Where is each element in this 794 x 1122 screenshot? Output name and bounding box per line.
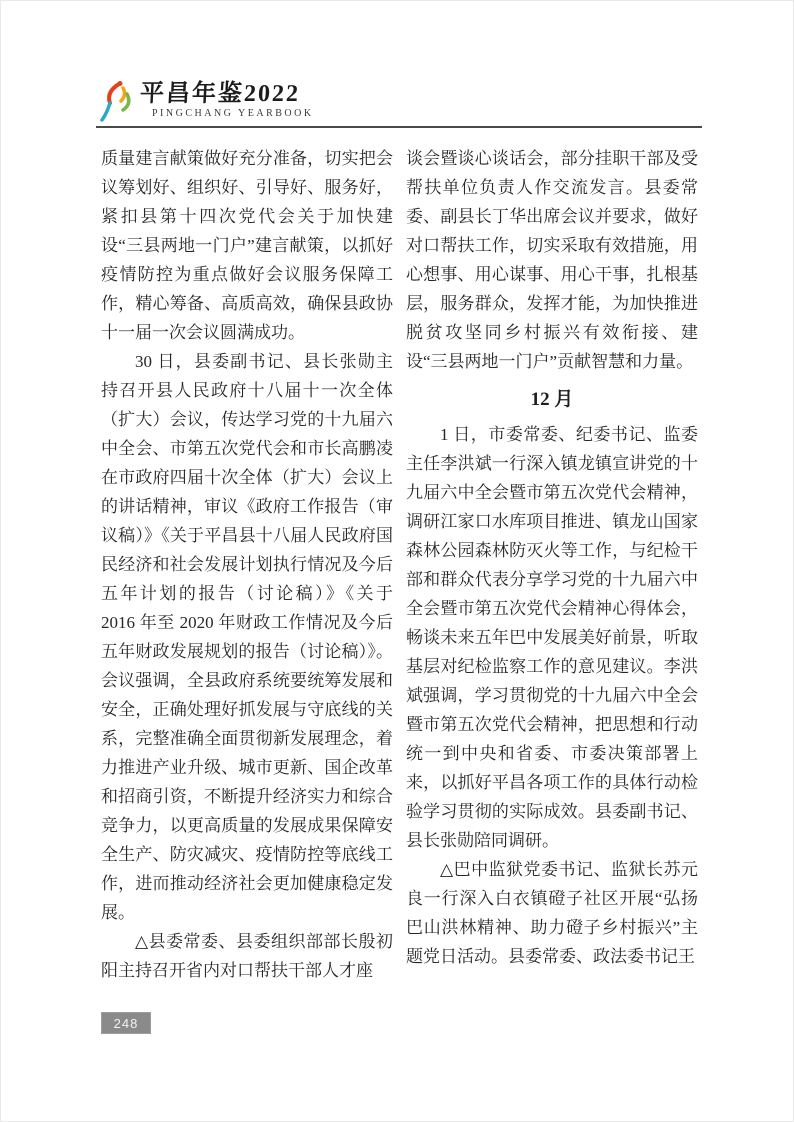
right-column	[406, 144, 698, 985]
yearbook-logo	[96, 81, 702, 123]
paragraph-continuation: 谈会暨谈心谈话会，部分挂职干部及受帮扶单位负责人作交流发言。县委常委、副县长丁华出席会议并要求，做好对口帮扶工作，切实采取有效措施，用心想事、用心谋事、用心干事，扎根基层，服务群众，发挥才能，为加快推进脱贫攻坚同乡村振兴有效衔接、建设“三县两地一门户”贡献智慧和力量。	[406, 149, 698, 371]
logo-subtitle: PINGCHANG YEARBOOK	[152, 108, 314, 119]
logo-title: 平昌年鉴2022	[139, 81, 301, 107]
left-column	[101, 144, 393, 985]
section-heading-december: 12 月	[530, 389, 574, 410]
page-number-badge: 248	[101, 1012, 151, 1034]
paragraph: 1 日，市委常委、纪委书记、监委主任李洪斌一行深入镇龙镇宣讲党的十九届六中全会暨市第五次党代会精神，调研江家口水库项目推进、镇龙山国家森林公园森林防灭火等工作，与纪检干部和群众代表分享学习党的十九届六中全会暨市第五次党代会精神心得体会，畅谈未来五年巴中发展美好前景，听取基层对纪检监察工作的意见建议。李洪斌强调，学习贯彻党的十九届六中全会暨市第五次党代会精神，把思想和行动统一到中央和省委、市委决策部署上来，以抓好平昌各项工作的具体行动检验学习贯彻的实际成效。县委副书记、县长张勋陪同调研。	[406, 425, 698, 850]
paragraph: 30 日，县委副书记、县长张勋主持召开县人民政府十八届十一次全体（扩大）会议，传达学习党的十九届六中全会、市第五次党代会和市长高鹏凌在市政府四届十次全体（扩大）会议上的讲话精神，审议《政府工作报告（审议稿）》《关于平昌县十八届人民政府国民经济和社会发展计划执行情况及今后五年计划的报告（讨论稿）》《关于 2016 年至 2020 年财政工作情况及今后五年财政发展规划的报告（讨论稿）》。会议强调，全县政府系统要统筹发展和安全，正确处理好抓发展与守底线的关系，完整准确全面贯彻新发展理念，着力推进产业升级、城市更新、国企改革和招商引资，不断提升经济实力和综合竞争力，以更高质量的发展成果保障安全生产、防灾减灾、疫情防控等底线工作，进而推动经济社会更加健康稳定发展。	[101, 352, 393, 922]
paragraph-continuation: 质量建言献策做好充分准备，切实把会议筹划好、组织好、引导好、服务好，紧扣县第十四次党代会关于加快建设“三县两地一门户”建言献策，以抓好疫情防控为重点做好会议服务保障工作，精心筹备、高质高效，确保县政协十一届一次会议圆满成功。	[101, 149, 393, 342]
paragraph: △县委常委、县委组织部部长殷初阳主持召开省内对口帮扶干部人才座	[101, 932, 393, 980]
page-header	[96, 81, 702, 128]
ribbon-figure-logo-icon	[96, 81, 136, 123]
page-body	[101, 144, 698, 985]
header-rule	[96, 126, 702, 128]
logo-text-block	[140, 81, 314, 119]
paragraph: △巴中监狱党委书记、监狱长苏元良一行深入白衣镇磴子社区开展“弘扬巴山洪林精神、助力磴子乡村振兴”主题党日活动。县委常委、政法委书记王	[406, 860, 698, 966]
